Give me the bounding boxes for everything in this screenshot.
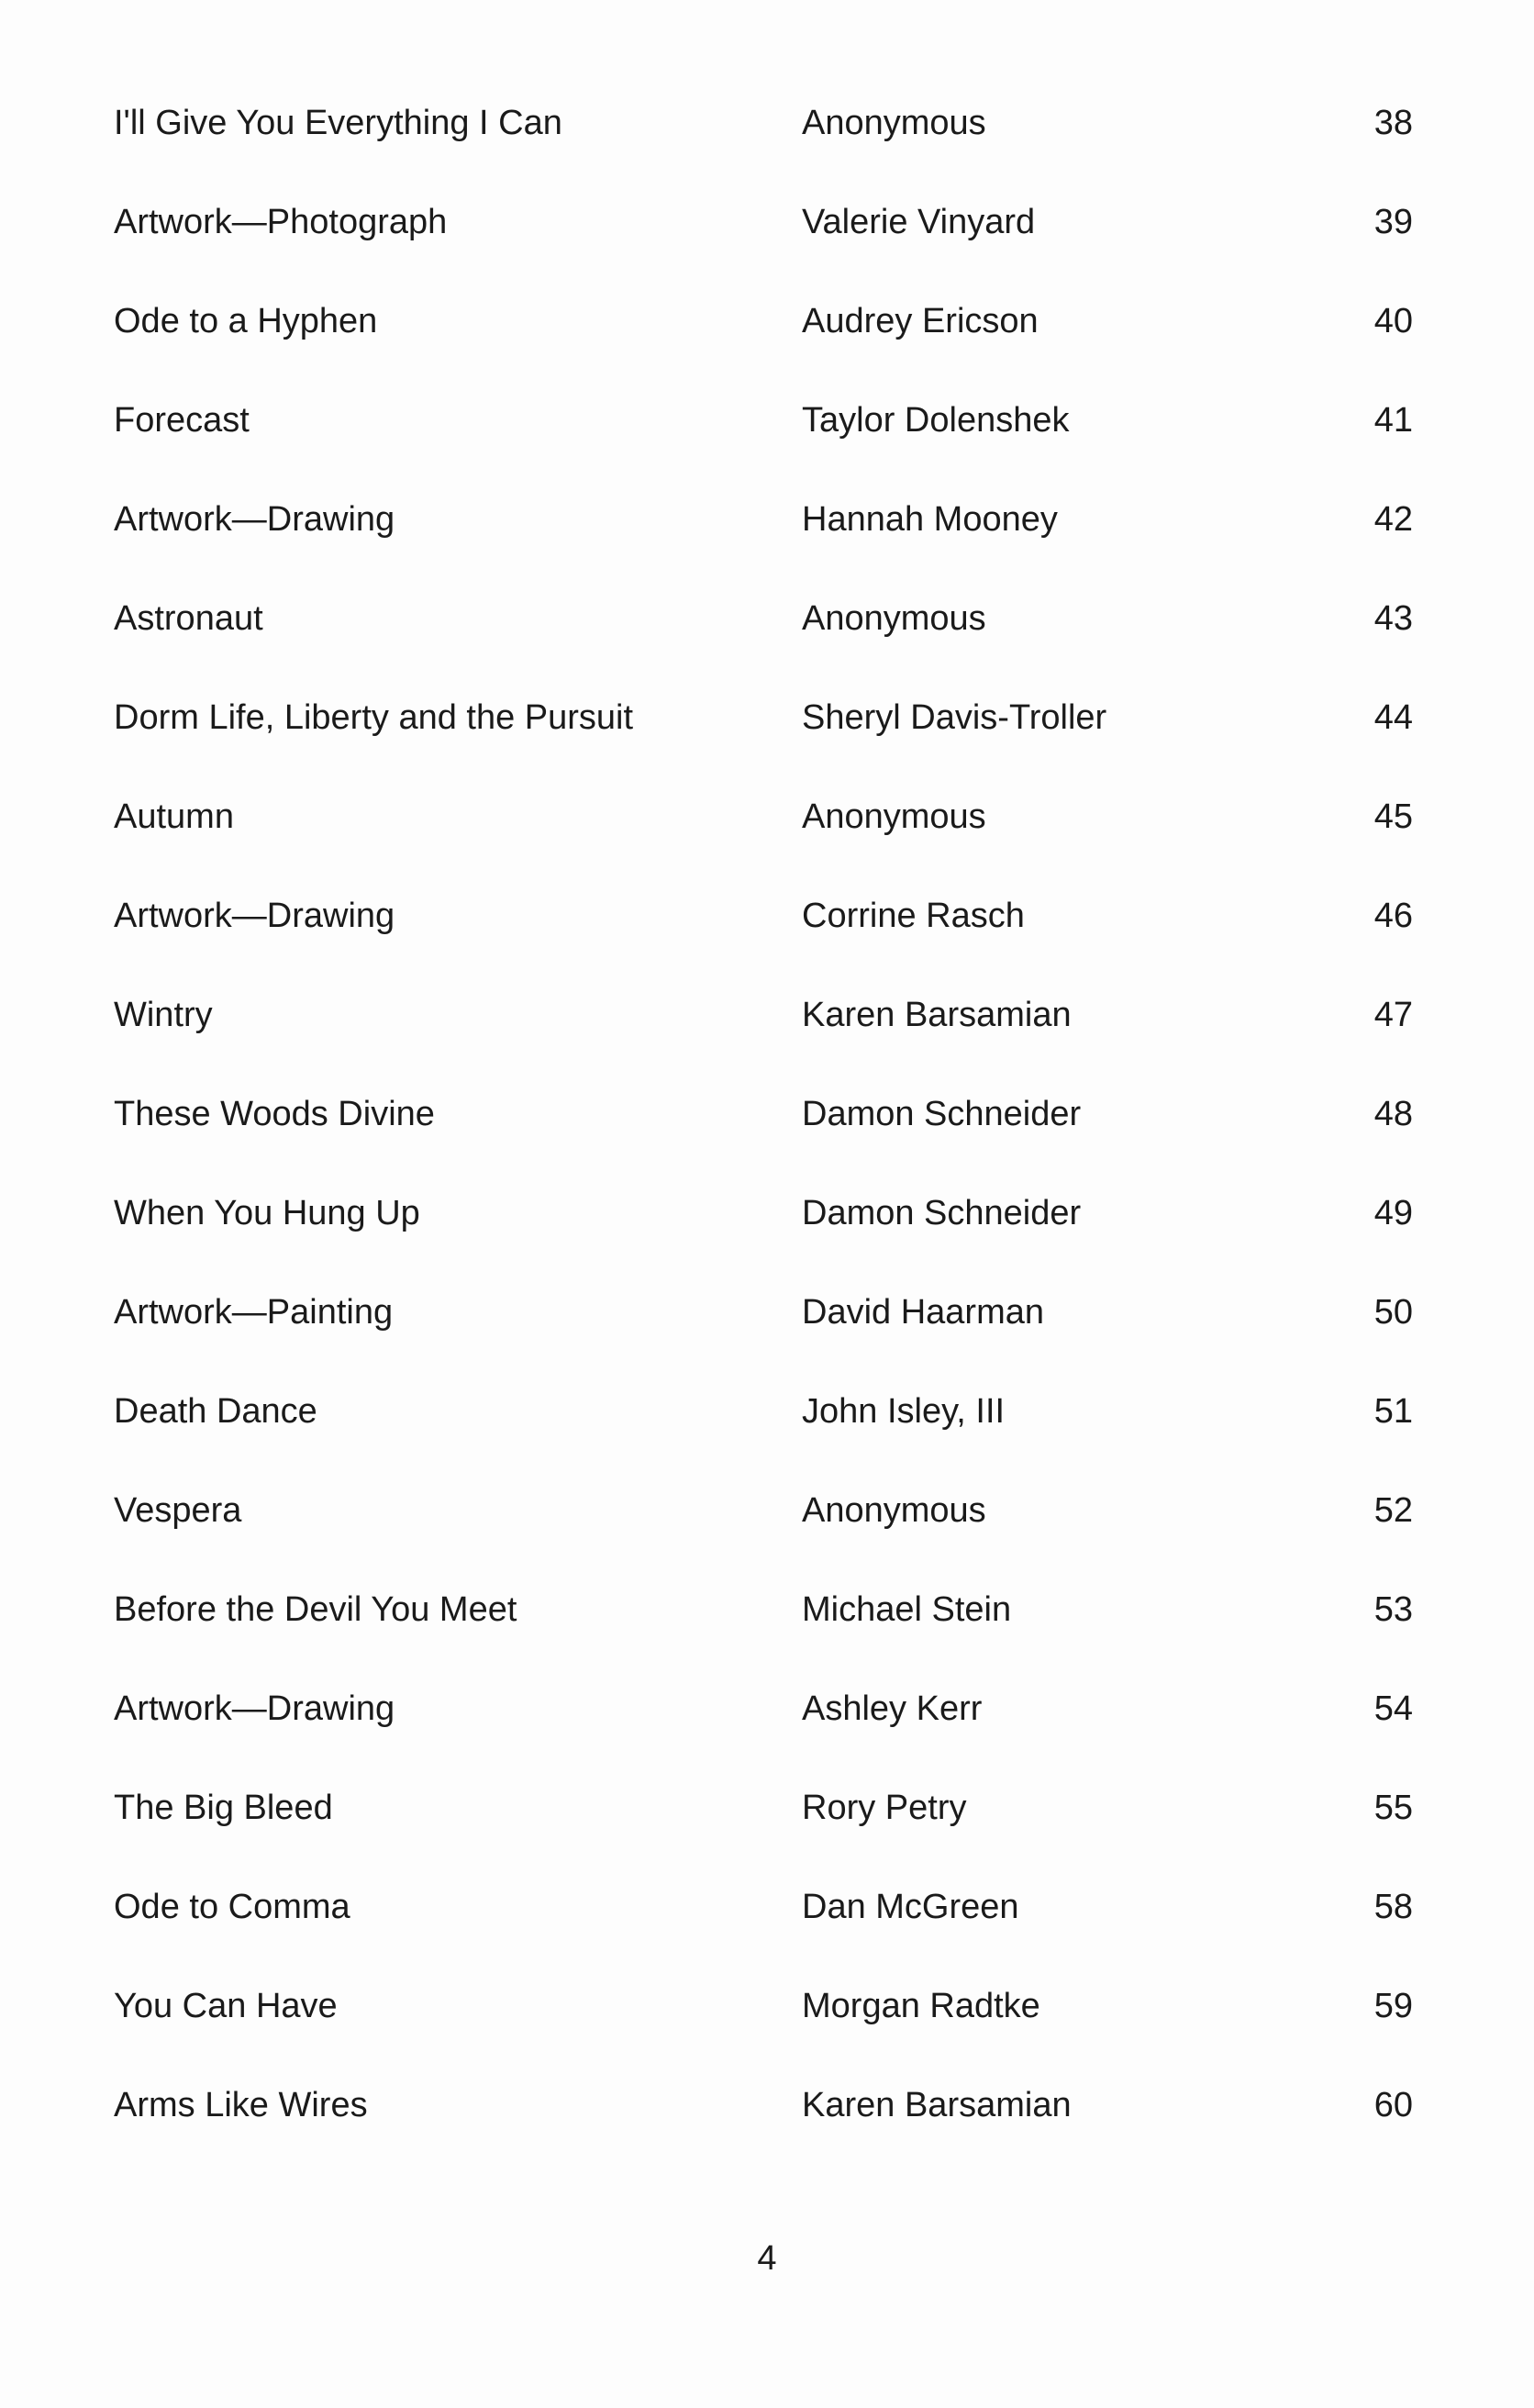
toc-entry-page: 45	[1373, 797, 1413, 836]
toc-entry	[110, 1758, 1413, 1857]
toc-entry-author: Corrine Rasch	[802, 897, 1025, 935]
toc-entry-author: Damon Schneider	[802, 1095, 1082, 1133]
toc-entry-title: You Can Have	[114, 1987, 338, 2025]
toc-entry	[110, 1263, 1413, 1362]
toc-entry-page: 50	[1373, 1293, 1413, 1332]
toc-entry-title: When You Hung Up	[114, 1194, 420, 1232]
toc-entry-author: Rory Petry	[802, 1789, 967, 1827]
toc-entry-title: Ode to Comma	[114, 1888, 350, 1926]
toc-entry-title: Artwork—Drawing	[114, 500, 395, 539]
toc-entry-author: Anonymous	[802, 1491, 986, 1530]
toc-entry	[110, 1560, 1413, 1659]
toc-entry-page: 41	[1373, 401, 1413, 440]
toc-entry-author: John Isley, III	[802, 1392, 1006, 1431]
toc-entry-title: Forecast	[114, 401, 250, 440]
toc-entry	[110, 1857, 1413, 1956]
toc-entry	[110, 470, 1413, 569]
toc-entry-page: 53	[1373, 1590, 1413, 1629]
toc-entry-page: 60	[1373, 2086, 1413, 2124]
table-of-contents	[110, 73, 1413, 2155]
toc-entry-author: Anonymous	[802, 797, 986, 836]
toc-entry-title: Dorm Life, Liberty and the Pursuit	[114, 698, 634, 737]
toc-entry-author: Anonymous	[802, 599, 986, 638]
toc-entry-page: 58	[1373, 1888, 1413, 1926]
toc-entry-page: 49	[1373, 1194, 1413, 1232]
toc-entry-title: These Woods Divine	[114, 1095, 435, 1133]
toc-entry-page: 43	[1373, 599, 1413, 638]
toc-entry	[110, 1659, 1413, 1758]
toc-entry	[110, 173, 1413, 272]
toc-entry	[110, 272, 1413, 371]
toc-entry-title: I'll Give You Everything I Can	[114, 104, 562, 142]
toc-entry	[110, 1956, 1413, 2056]
toc-entry-page: 55	[1373, 1789, 1413, 1827]
toc-entry-page: 40	[1373, 302, 1413, 340]
toc-entry-title: Artwork—Painting	[114, 1293, 394, 1332]
toc-entry-title: Autumn	[114, 797, 234, 836]
toc-entry	[110, 73, 1413, 173]
toc-entry-author: Sheryl Davis-Troller	[802, 698, 1107, 737]
toc-entry-author: Anonymous	[802, 104, 986, 142]
toc-entry-page: 44	[1373, 698, 1413, 737]
toc-entry-title: Death Dance	[114, 1392, 317, 1431]
toc-entry	[110, 1461, 1413, 1560]
toc-entry	[110, 2056, 1413, 2155]
toc-entry-page: 42	[1373, 500, 1413, 539]
toc-entry-page: 51	[1373, 1392, 1413, 1431]
toc-entry-title: Artwork—Photograph	[114, 203, 448, 241]
toc-entry-page: 59	[1373, 1987, 1413, 2025]
toc-entry-author: Damon Schneider	[802, 1194, 1082, 1232]
toc-entry	[110, 371, 1413, 470]
toc-entry-title: The Big Bleed	[114, 1789, 333, 1827]
toc-entry-title: Vespera	[114, 1491, 242, 1530]
toc-entry	[110, 569, 1413, 668]
page-number: 4	[757, 2239, 777, 2278]
toc-entry-author: Ashley Kerr	[802, 1689, 983, 1728]
toc-entry-page: 52	[1373, 1491, 1413, 1530]
toc-entry-author: Karen Barsamian	[802, 2086, 1072, 2124]
toc-entry-author: David Haarman	[802, 1293, 1044, 1332]
toc-entry-page: 54	[1373, 1689, 1413, 1728]
toc-entry-author: Audrey Ericson	[802, 302, 1039, 340]
toc-entry-title: Artwork—Drawing	[114, 897, 395, 935]
toc-entry-author: Valerie Vinyard	[802, 203, 1036, 241]
toc-entry-author: Taylor Dolenshek	[802, 401, 1070, 440]
toc-entry-page: 47	[1373, 996, 1413, 1034]
toc-entry	[110, 1164, 1413, 1263]
toc-entry-author: Michael Stein	[802, 1590, 1012, 1629]
toc-entry-author: Karen Barsamian	[802, 996, 1072, 1034]
toc-entry-title: Arms Like Wires	[114, 2086, 368, 2124]
toc-entry-title: Ode to a Hyphen	[114, 302, 378, 340]
toc-entry-title: Astronaut	[114, 599, 263, 638]
toc-entry-title: Artwork—Drawing	[114, 1689, 395, 1728]
toc-entry-page: 39	[1373, 203, 1413, 241]
toc-entry-page: 46	[1373, 897, 1413, 935]
toc-entry	[110, 965, 1413, 1065]
toc-entry-page: 38	[1373, 104, 1413, 142]
toc-entry	[110, 668, 1413, 767]
toc-entry-author: Dan McGreen	[802, 1888, 1019, 1926]
toc-entry	[110, 866, 1413, 965]
toc-entry-author: Hannah Mooney	[802, 500, 1058, 539]
toc-entry-title: Wintry	[114, 996, 213, 1034]
toc-entry-page: 48	[1373, 1095, 1413, 1133]
toc-entry	[110, 1065, 1413, 1164]
toc-entry-title: Before the Devil You Meet	[114, 1590, 517, 1629]
toc-entry	[110, 1362, 1413, 1461]
toc-entry	[110, 767, 1413, 866]
toc-entry-author: Morgan Radtke	[802, 1987, 1040, 2025]
